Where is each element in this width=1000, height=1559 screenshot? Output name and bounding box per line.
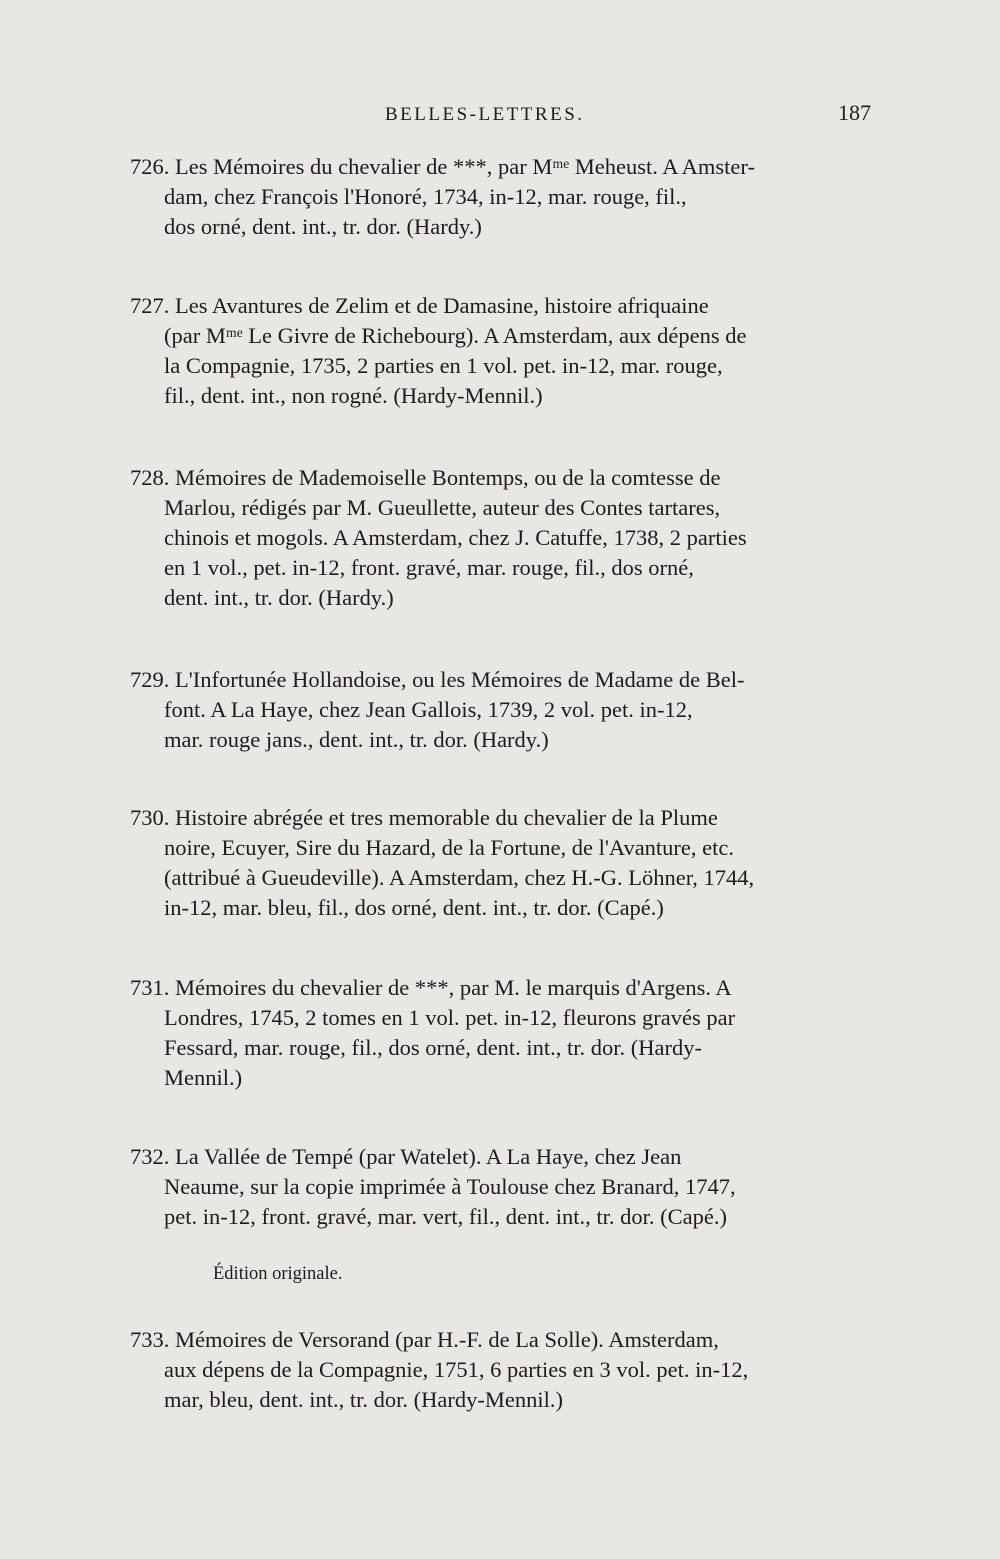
- page-number: 187: [838, 100, 871, 125]
- entry-line: (par Mᵐᵉ Le Givre de Richebourg). A Amsterdam, aux dépens de: [164, 323, 747, 348]
- entry-number: 727.: [130, 293, 170, 318]
- entry-line: Mémoires de Versorand (par H.-F. de La Solle). Amsterdam,: [175, 1327, 719, 1352]
- entry-line: Fessard, mar. rouge, fil., dos orné, dent. int., tr. dor. (Hardy-: [164, 1035, 703, 1060]
- entry-line: aux dépens de la Compagnie, 1751, 6 parties en 3 vol. pet. in-12,: [164, 1357, 749, 1382]
- catalog-entry: [130, 463, 890, 613]
- entry-line: Les Avantures de Zelim et de Damasine, histoire afriquaine: [175, 293, 709, 318]
- catalog-entry: [130, 152, 890, 242]
- entry-line: dam, chez François l'Honoré, 1734, in-12, mar. rouge, fil.,: [164, 184, 687, 209]
- catalog-entry: [130, 665, 890, 755]
- entry-line: Mennil.): [164, 1065, 243, 1090]
- catalog-entry: [130, 1325, 890, 1415]
- entry-line: (attribué à Gueudeville). A Amsterdam, chez H.-G. Löhner, 1744,: [164, 865, 755, 890]
- entry-number: 729.: [130, 667, 170, 692]
- entry-line: Mémoires de Mademoiselle Bontemps, ou de la comtesse de: [175, 465, 721, 490]
- entry-line: L'Infortunée Hollandoise, ou les Mémoires de Madame de Bel-: [175, 667, 745, 692]
- catalog-entry: [130, 291, 890, 411]
- entry-line: chinois et mogols. A Amsterdam, chez J. Catuffe, 1738, 2 parties: [164, 525, 747, 550]
- entry-number: 732.: [130, 1144, 170, 1169]
- entry-line: Histoire abrégée et tres memorable du chevalier de la Plume: [175, 805, 718, 830]
- catalog-entry: [130, 1142, 890, 1232]
- section-title: BELLES-LETTRES.: [385, 104, 585, 125]
- catalog-entry: [130, 973, 890, 1093]
- entry-line: pet. in-12, front. gravé, mar. vert, fil., dent. int., tr. dor. (Capé.): [164, 1204, 727, 1229]
- entry-line: fil., dent. int., non rogné. (Hardy-Mennil.): [164, 383, 543, 408]
- entry-number: 730.: [130, 805, 170, 830]
- entry-line: Marlou, rédigés par M. Gueullette, auteur des Contes tartares,: [164, 495, 721, 520]
- running-head: [0, 100, 1000, 134]
- entry-line: Les Mémoires du chevalier de ***, par Mᵐᵉ Meheust. A Amster-: [175, 154, 755, 179]
- entry-line: Mémoires du chevalier de ***, par M. le marquis d'Argens. A: [175, 975, 732, 1000]
- entry-number: 733.: [130, 1327, 170, 1352]
- entry-number: 731.: [130, 975, 170, 1000]
- entry-number: 726.: [130, 154, 170, 179]
- entry-line: noire, Ecuyer, Sire du Hazard, de la Fortune, de l'Avanture, etc.: [164, 835, 735, 860]
- entry-number: 728.: [130, 465, 170, 490]
- entry-line: dent. int., tr. dor. (Hardy.): [164, 585, 394, 610]
- entry-line: font. A La Haye, chez Jean Gallois, 1739, 2 vol. pet. in-12,: [164, 697, 693, 722]
- entry-line: mar, bleu, dent. int., tr. dor. (Hardy-Mennil.): [164, 1387, 564, 1412]
- entry-note: Édition originale.: [213, 1264, 343, 1284]
- entry-line: la Compagnie, 1735, 2 parties en 1 vol. pet. in-12, mar. rouge,: [164, 353, 723, 378]
- entry-line: dos orné, dent. int., tr. dor. (Hardy.): [164, 214, 482, 239]
- entry-line: Londres, 1745, 2 tomes en 1 vol. pet. in-12, fleurons gravés par: [164, 1005, 736, 1030]
- entry-line: mar. rouge jans., dent. int., tr. dor. (Hardy.): [164, 727, 549, 752]
- entry-line: in-12, mar. bleu, fil., dos orné, dent. int., tr. dor. (Capé.): [164, 895, 664, 920]
- entry-line: Neaume, sur la copie imprimée à Toulouse chez Branard, 1747,: [164, 1174, 736, 1199]
- entry-line: en 1 vol., pet. in-12, front. gravé, mar. rouge, fil., dos orné,: [164, 555, 694, 580]
- catalog-entry: [130, 803, 890, 923]
- entry-line: La Vallée de Tempé (par Watelet). A La Haye, chez Jean: [175, 1144, 682, 1169]
